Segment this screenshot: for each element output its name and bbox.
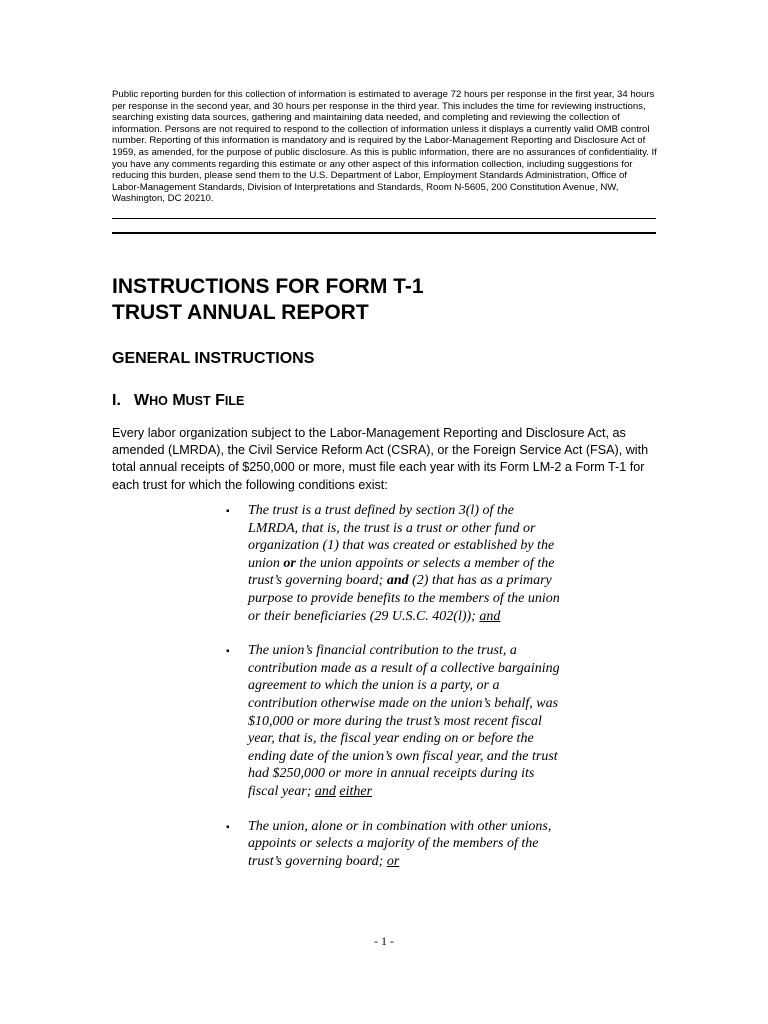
- document-title: [112, 274, 424, 326]
- subsection-numeral: I.: [112, 392, 121, 409]
- condition-3-or-underlined: or: [386, 853, 400, 869]
- burden-statement: Public reporting burden for this collection of information is estimated to average 72 hours per response in the first year, 34 hours per response in the second year, and 30 hours per response in the third year. This includes the time for reviewing instructions, searching existing data sources, gathering and maintaining data needed, and completing and reviewing the collection of information. Persons are not required to respond to the collection of information unless it displays a currently valid OMB control number. Reporting of this information is mandatory and is required by the Labor-Management Reporting and Disclosure Act of 1959, as amended, for the purpose of public disclosure. As this is public information, there are no assurances of confidentiality. If you have any comments regarding this estimate or any other aspect of this information collection, including suggestions for reducing this burden, please send them to the U.S. Department of Labor, Employment Standards Administration, Office of Labor-Management Standards, Division of Interpretations and Standards, Room N-5605, 200 Constitution Avenue, NW, Washington, DC 20210.: [112, 89, 657, 205]
- condition-1-or-bold: or: [283, 555, 296, 571]
- subsection-w2-rest: UST: [185, 394, 211, 408]
- condition-3-text: [248, 818, 566, 871]
- condition-2-text: [248, 642, 566, 800]
- condition-1-part2: the union appoints or selects a member of the trust’s governing board;: [248, 555, 555, 589]
- bullet-marker: ▪: [226, 821, 230, 833]
- subsection-w1-initial: W: [134, 392, 150, 409]
- condition-item-3: [226, 818, 586, 871]
- condition-1-and-underlined: and: [479, 608, 501, 624]
- bullet-marker: ▪: [226, 646, 230, 658]
- condition-1-part3: (2) that has as a primary purpose to provide benefits to the members of the union or their beneficiaries (29 U.S.C. 402(l));: [248, 573, 560, 624]
- condition-2-either-underlined: either: [339, 783, 373, 799]
- condition-1-part1: The trust is a trust defined by section 3(l) of the LMRDA, that is, the trust is a trust or other fund or organization (1) that was created or established by the union: [248, 503, 555, 571]
- condition-1-and-bold: and: [386, 573, 409, 589]
- bullet-marker: ▪: [226, 506, 230, 517]
- section-heading: GENERAL INSTRUCTIONS: [112, 350, 315, 367]
- intro-paragraph: Every labor organization subject to the Labor-Management Reporting and Disclosure Act, as amended (LMRDA), the Civil Service Reform Act (CSRA), or the Foreign Service Act (FSA), with total annual receipts of $250,000 or more, must file each year with its Form LM-2 a Form T-1 for each trust for which the following conditions exist:: [112, 426, 649, 492]
- subsection-w2-initial: M: [172, 392, 186, 409]
- subsection-w1-rest: HO: [149, 394, 168, 408]
- page-number: - 1 -: [374, 934, 394, 948]
- condition-3-main: The union, alone or in combination with other unions, appoints or selects a majority of the members of the trust’s governing board;: [248, 818, 552, 869]
- divider-thick: [112, 232, 656, 234]
- conditions-list: [226, 502, 586, 870]
- condition-item-1: [226, 502, 586, 625]
- condition-item-2: [226, 642, 586, 800]
- condition-2-and-underlined: and: [314, 783, 336, 799]
- subsection-w3-rest: ILE: [224, 394, 245, 408]
- subsection-heading: [112, 391, 244, 411]
- title-line-1: INSTRUCTIONS FOR FORM T-1: [112, 275, 424, 298]
- condition-1-text: [248, 502, 566, 625]
- title-line-2: TRUST ANNUAL REPORT: [112, 301, 369, 324]
- divider-thin: [112, 218, 656, 219]
- subsection-w3-initial: F: [215, 392, 225, 409]
- condition-2-main: The union’s financial contribution to the trust, a contribution made as a result of a collective bargaining agreement to which the union is a party, or a contribution otherwise made on the union’s behalf, was $10,000 or more during the trust’s most recent fiscal year, that is, the fiscal year ending on or before the ending date of the union’s own fiscal year, and the trust had $250,000 or more in annual receipts during its fiscal year;: [248, 643, 560, 799]
